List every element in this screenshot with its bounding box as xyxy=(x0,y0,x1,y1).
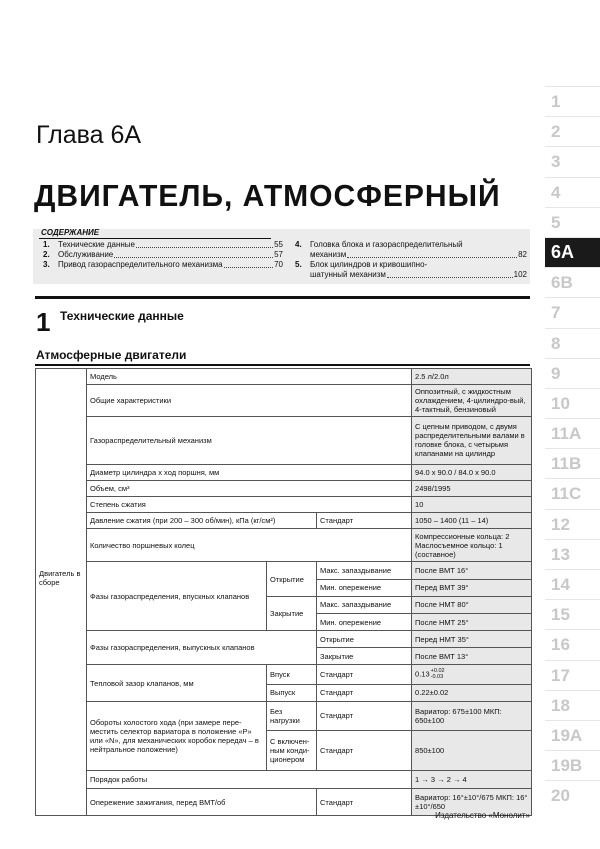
chapter-tabs xyxy=(545,86,600,811)
chapter-tab[interactable]: 9 xyxy=(545,358,600,388)
section-number: 1 xyxy=(36,307,51,337)
table-of-contents xyxy=(33,229,530,284)
param-label: Степень сжатия xyxy=(87,496,412,512)
param-label: Количество поршневых колец xyxy=(87,529,412,562)
param-value: Перед ВМТ 39° xyxy=(412,579,532,596)
param-value: 2498/1995 xyxy=(412,480,532,496)
chapter-tab[interactable]: 19A xyxy=(545,720,600,750)
chapter-tab[interactable]: 12 xyxy=(545,509,600,539)
condition-label: Стандарт xyxy=(317,730,412,770)
toc-item[interactable]: 2. Обслуживание 57 xyxy=(43,250,283,259)
chapter-tab[interactable]: 4 xyxy=(545,177,600,207)
toc-item[interactable]: 4. Головка блока и газораспределительный xyxy=(295,240,463,249)
chapter-tab[interactable]: 11B xyxy=(545,448,600,478)
param-value: 850±100 xyxy=(412,730,532,770)
param-label: Тепловой зазор клапанов, мм xyxy=(87,665,267,702)
toc-left-column xyxy=(43,240,283,270)
table-row xyxy=(36,417,532,464)
param-value: 1 → 3 → 2 → 4 xyxy=(412,770,532,788)
param-value: 94.0 x 90.0 / 84.0 x 90.0 xyxy=(412,464,532,480)
toc-item[interactable]: 5. Блок цилиндров и кривошипно- xyxy=(295,260,428,269)
chapter-tab[interactable]: 11C xyxy=(545,478,600,508)
toc-divider xyxy=(39,238,271,239)
toc-item[interactable]: 3. Привод газораспределительного механизма 70 xyxy=(43,260,283,269)
sub-label: С включен-ным конди-ционером xyxy=(267,730,317,770)
condition-label: Стандарт xyxy=(317,701,412,730)
chapter-tab[interactable]: 10 xyxy=(545,388,600,418)
section-title: Технические данные xyxy=(60,309,184,323)
condition-label: Макс. запаздывание xyxy=(317,562,412,579)
param-label: Общие характеристики xyxy=(87,385,412,417)
table-row xyxy=(36,369,532,385)
condition-label: Открытие xyxy=(317,631,412,648)
condition-label: Стандарт xyxy=(317,789,412,816)
chapter-tab-active[interactable]: 6A xyxy=(545,237,600,267)
param-value: Вариатор: 16°±10°/675 МКП: 16°±10°/650 xyxy=(412,789,532,816)
table-row xyxy=(36,496,532,512)
chapter-tab[interactable]: 2 xyxy=(545,116,600,146)
chapter-tab[interactable]: 20 xyxy=(545,780,600,810)
sub-label: Выпуск xyxy=(267,684,317,701)
table-row xyxy=(36,665,532,684)
param-label: Опережение зажигания, перед ВМТ/об xyxy=(87,789,317,816)
param-label: Давление сжатия (при 200 – 300 об/мин), кПа (кг/см²) xyxy=(87,512,317,528)
chapter-label: Глава 6А xyxy=(36,121,142,149)
condition-label: Макс. запаздывание xyxy=(317,596,412,613)
table-row xyxy=(36,480,532,496)
chapter-tab[interactable]: 7 xyxy=(545,297,600,327)
subsection-title: Атмосферные двигатели xyxy=(36,348,187,362)
condition-label: Стандарт xyxy=(317,512,412,528)
tolerance-lower: -0.03 xyxy=(430,673,444,680)
table-row xyxy=(36,631,532,648)
subsection-rule xyxy=(35,364,530,366)
chapter-tab[interactable]: 6B xyxy=(545,267,600,297)
param-value: Оппозитный, с жидкостным охлаждением, 4-цилиндро-вый, 4-тактный, бензиновый xyxy=(412,385,532,417)
table-row xyxy=(36,464,532,480)
param-label: Обороты холостого хода (при замере пере-местить селектор вариатора в положение «P» или «N», для механических коробок передач – в нейтральное положение) xyxy=(87,701,267,770)
section-rule xyxy=(35,296,530,299)
condition-label: Мин. опережение xyxy=(317,579,412,596)
sub-label: Впуск xyxy=(267,665,317,684)
param-value: 10 xyxy=(412,496,532,512)
sub-label: Открытие xyxy=(267,562,317,596)
table-row xyxy=(36,562,532,579)
param-value: 2.5 л/2.0л xyxy=(412,369,532,385)
condition-label: Стандарт xyxy=(317,684,412,701)
chapter-tab[interactable]: 18 xyxy=(545,690,600,720)
param-value: После НМТ 80° xyxy=(412,596,532,613)
group-label: Двигатель в сборе xyxy=(36,369,87,816)
chapter-tab[interactable]: 8 xyxy=(545,328,600,358)
param-value: 0.22±0.02 xyxy=(412,684,532,701)
chapter-tab[interactable]: 17 xyxy=(545,660,600,690)
param-label: Газораспределительный механизм xyxy=(87,417,412,464)
toc-item-continuation[interactable]: механизм 82 xyxy=(310,250,527,259)
param-value: 0.13+0.02 -0.03 xyxy=(412,665,532,684)
chapter-tab[interactable]: 15 xyxy=(545,599,600,629)
param-label: Порядок работы xyxy=(87,770,412,788)
publisher-footer: Издательство «Монолит» xyxy=(435,811,530,820)
param-label: Фазы газораспределения, выпускных клапанов xyxy=(87,631,317,665)
condition-label: Стандарт xyxy=(317,665,412,684)
chapter-tab[interactable]: 3 xyxy=(545,146,600,176)
param-label: Фазы газораспределения, впускных клапанов xyxy=(87,562,267,631)
tolerance-upper: +0.02 xyxy=(430,668,445,675)
condition-label: Мин. опережение xyxy=(317,613,412,630)
chapter-tab[interactable]: 5 xyxy=(545,207,600,237)
param-value: 1050 – 1400 (11 – 14) xyxy=(412,512,532,528)
param-label: Диаметр цилиндра х ход поршня, мм xyxy=(87,464,412,480)
chapter-tab[interactable]: 11A xyxy=(545,418,600,448)
table-row xyxy=(36,701,532,730)
condition-label: Закрытие xyxy=(317,648,412,665)
table-row xyxy=(36,529,532,562)
sub-label: Закрытие xyxy=(267,596,317,630)
param-value: После ВМТ 16° xyxy=(412,562,532,579)
param-value: После ВМТ 13° xyxy=(412,648,532,665)
main-title: ДВИГАТЕЛЬ, АТМОСФЕРНЫЙ xyxy=(34,178,501,213)
table-row xyxy=(36,512,532,528)
toc-item[interactable]: 1. Технические данные 55 xyxy=(43,240,283,249)
param-value: После НМТ 25° xyxy=(412,613,532,630)
table-row xyxy=(36,770,532,788)
sub-label: Без нагрузки xyxy=(267,701,317,730)
param-value: Вариатор: 675±100 МКП: 650±100 xyxy=(412,701,532,730)
param-label: Модель xyxy=(87,369,412,385)
param-value: Перед НМТ 35° xyxy=(412,631,532,648)
chapter-tab[interactable]: 14 xyxy=(545,569,600,599)
table-row xyxy=(36,385,532,417)
toc-item-continuation[interactable]: шатунный механизм 102 xyxy=(310,270,527,279)
param-label: Объем, см³ xyxy=(87,480,412,496)
param-value: С цепным приводом, с двумя распределительными валами в головке блока, с четырьмя клапанами на цилиндр xyxy=(412,417,532,464)
chapter-tab[interactable]: 16 xyxy=(545,629,600,659)
chapter-tab[interactable]: 1 xyxy=(545,86,600,116)
toc-label: СОДЕРЖАНИЕ xyxy=(41,228,100,237)
chapter-tab[interactable]: 19B xyxy=(545,750,600,780)
toc-right-column xyxy=(295,240,527,280)
param-value: Компрессионные кольца: 2 Маслосъемное кольцо: 1 (составное) xyxy=(412,529,532,562)
chapter-tab[interactable]: 13 xyxy=(545,539,600,569)
specs-table xyxy=(35,368,532,816)
